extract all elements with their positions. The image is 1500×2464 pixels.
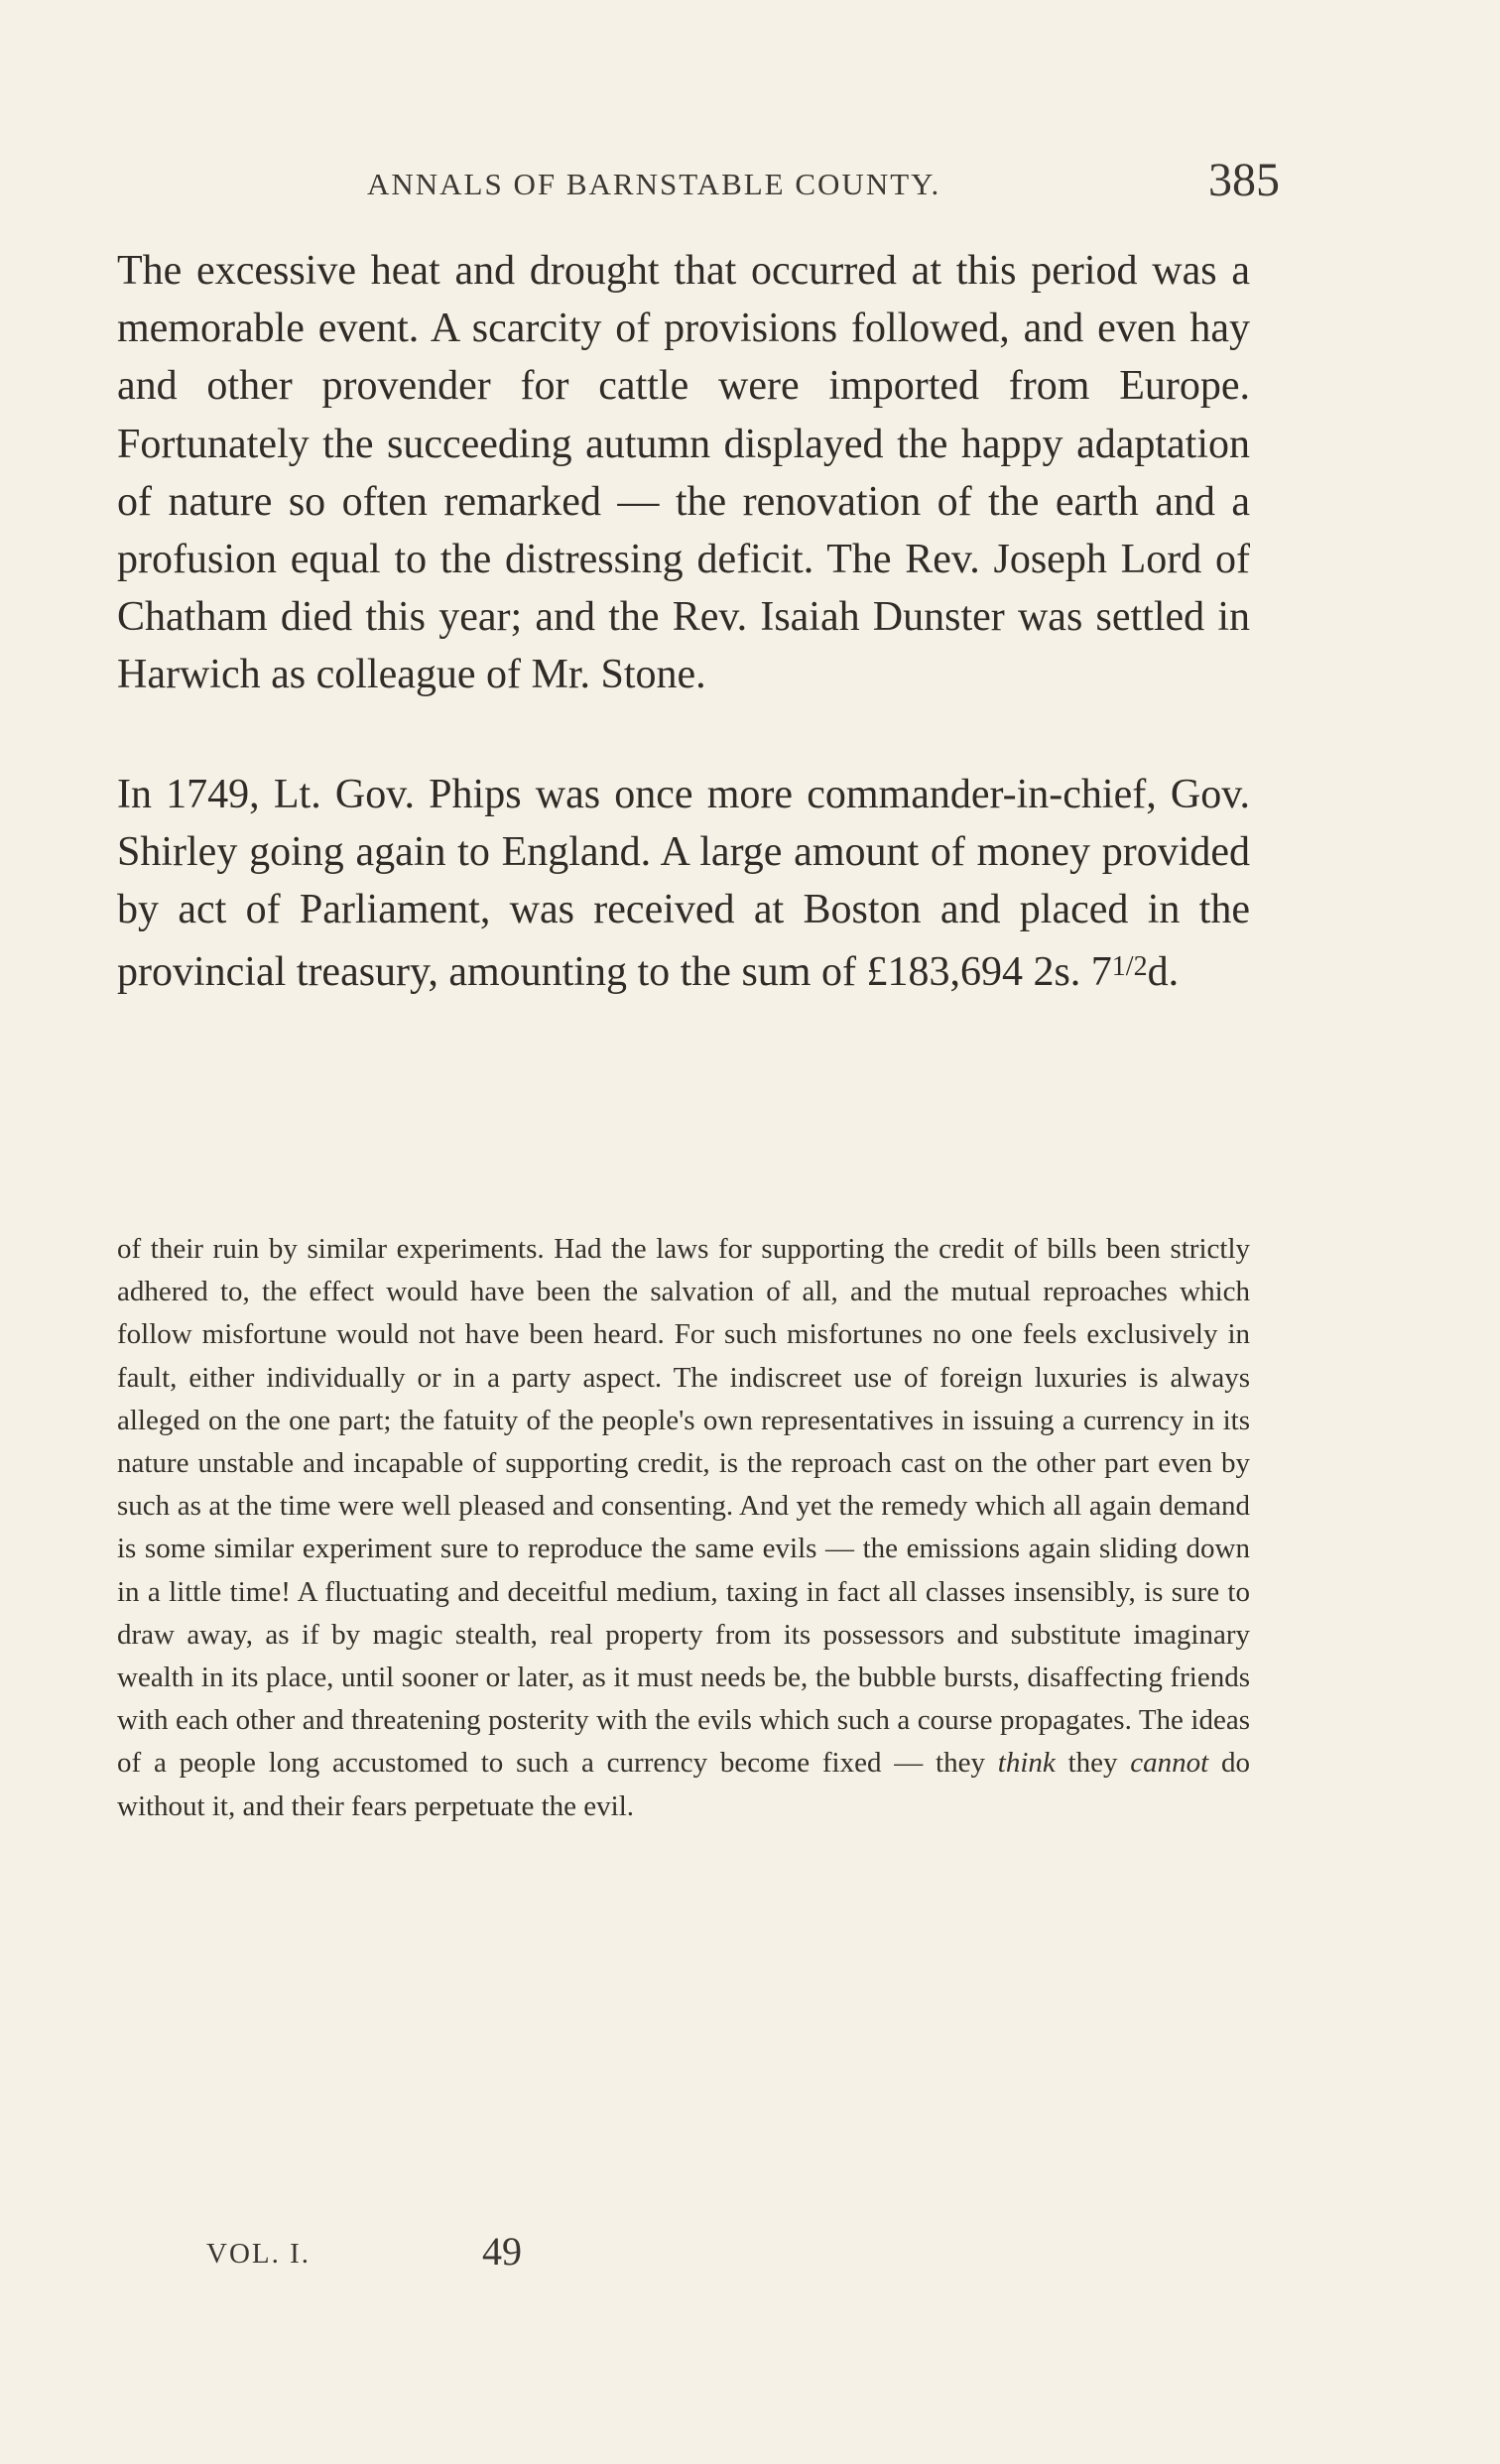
running-head <box>367 154 1280 218</box>
main-text <box>117 242 1250 1001</box>
half-fraction: 1/2 <box>1111 951 1148 983</box>
volume-mark: VOL. I. <box>206 2238 312 2270</box>
footnote-text-between: they <box>1067 1747 1118 1780</box>
footnote-italic-think: think <box>997 1747 1056 1780</box>
footnote <box>117 1228 1250 1828</box>
footnote-italic-cannot: cannot <box>1130 1747 1209 1780</box>
signature-number: 49 <box>482 2229 522 2274</box>
main-paragraph-2-end: d. <box>1147 949 1180 996</box>
page-number: 385 <box>1208 154 1280 206</box>
footnote-paragraph <box>117 1228 1250 1828</box>
printer-signature <box>206 2229 702 2285</box>
footnote-text-end: do without it, and their fears perpetuate the evil. <box>117 1747 1251 1822</box>
main-paragraph-2-text: In 1749, Lt. Gov. Phips was once more commander-in-chief, Gov. Shirley going again to England. A large amount of money provided by act of Parliament, was received at Boston and placed in the provincial treasury, amounting to the sum of £183,694 2s. 7 <box>117 771 1250 996</box>
running-title: ANNALS OF BARNSTABLE COUNTY. <box>367 167 941 201</box>
main-paragraph-2 <box>117 766 1250 1002</box>
footnote-text: of their ruin by similar experiments. Had the laws for supporting the credit of bills been strictly adhered to, the effect would have been the salvation of all, and the mutual reproaches which follow misfortune would not have been heard. For such misfortunes no one feels exclusively in fault, either individually or in a party aspect. The indiscreet use of foreign luxuries is always alleged on the one part; the fatuity of the people's own representatives in issuing a currency in its nature unstable and incapable of supporting credit, is the reproach cast on the other part even by such as at the time were well pleased and consenting. And yet the remedy which all again demand is some similar experiment sure to reproduce the same evils — the emissions again sliding down in a little time! A fluctuating and deceitful medium, taxing in fact all classes insensibly, is sure to draw away, as if by magic stealth, real property from its possessors and substitute imaginary wealth in its place, until sooner or later, as it must needs be, the bubble bursts, disaffecting friends with each other and threatening posterity with the evils which such a course propagates. The ideas of a people long accustomed to such a currency become fixed — they <box>117 1233 1250 1780</box>
main-paragraph-1: The excessive heat and drought that occurred at this period was a memorable event. A scarcity of provisions followed, and even hay and other provender for cattle were imported from Europe. Fortunately the succeeding autumn displayed the happy adaptation of nature so often remarked — the renovation of the earth and a profusion equal to the distressing deficit. The Rev. Joseph Lord of Chatham died this year; and the Rev. Isaiah Dunster was settled in Harwich as colleague of Mr. Stone. <box>117 248 1250 698</box>
